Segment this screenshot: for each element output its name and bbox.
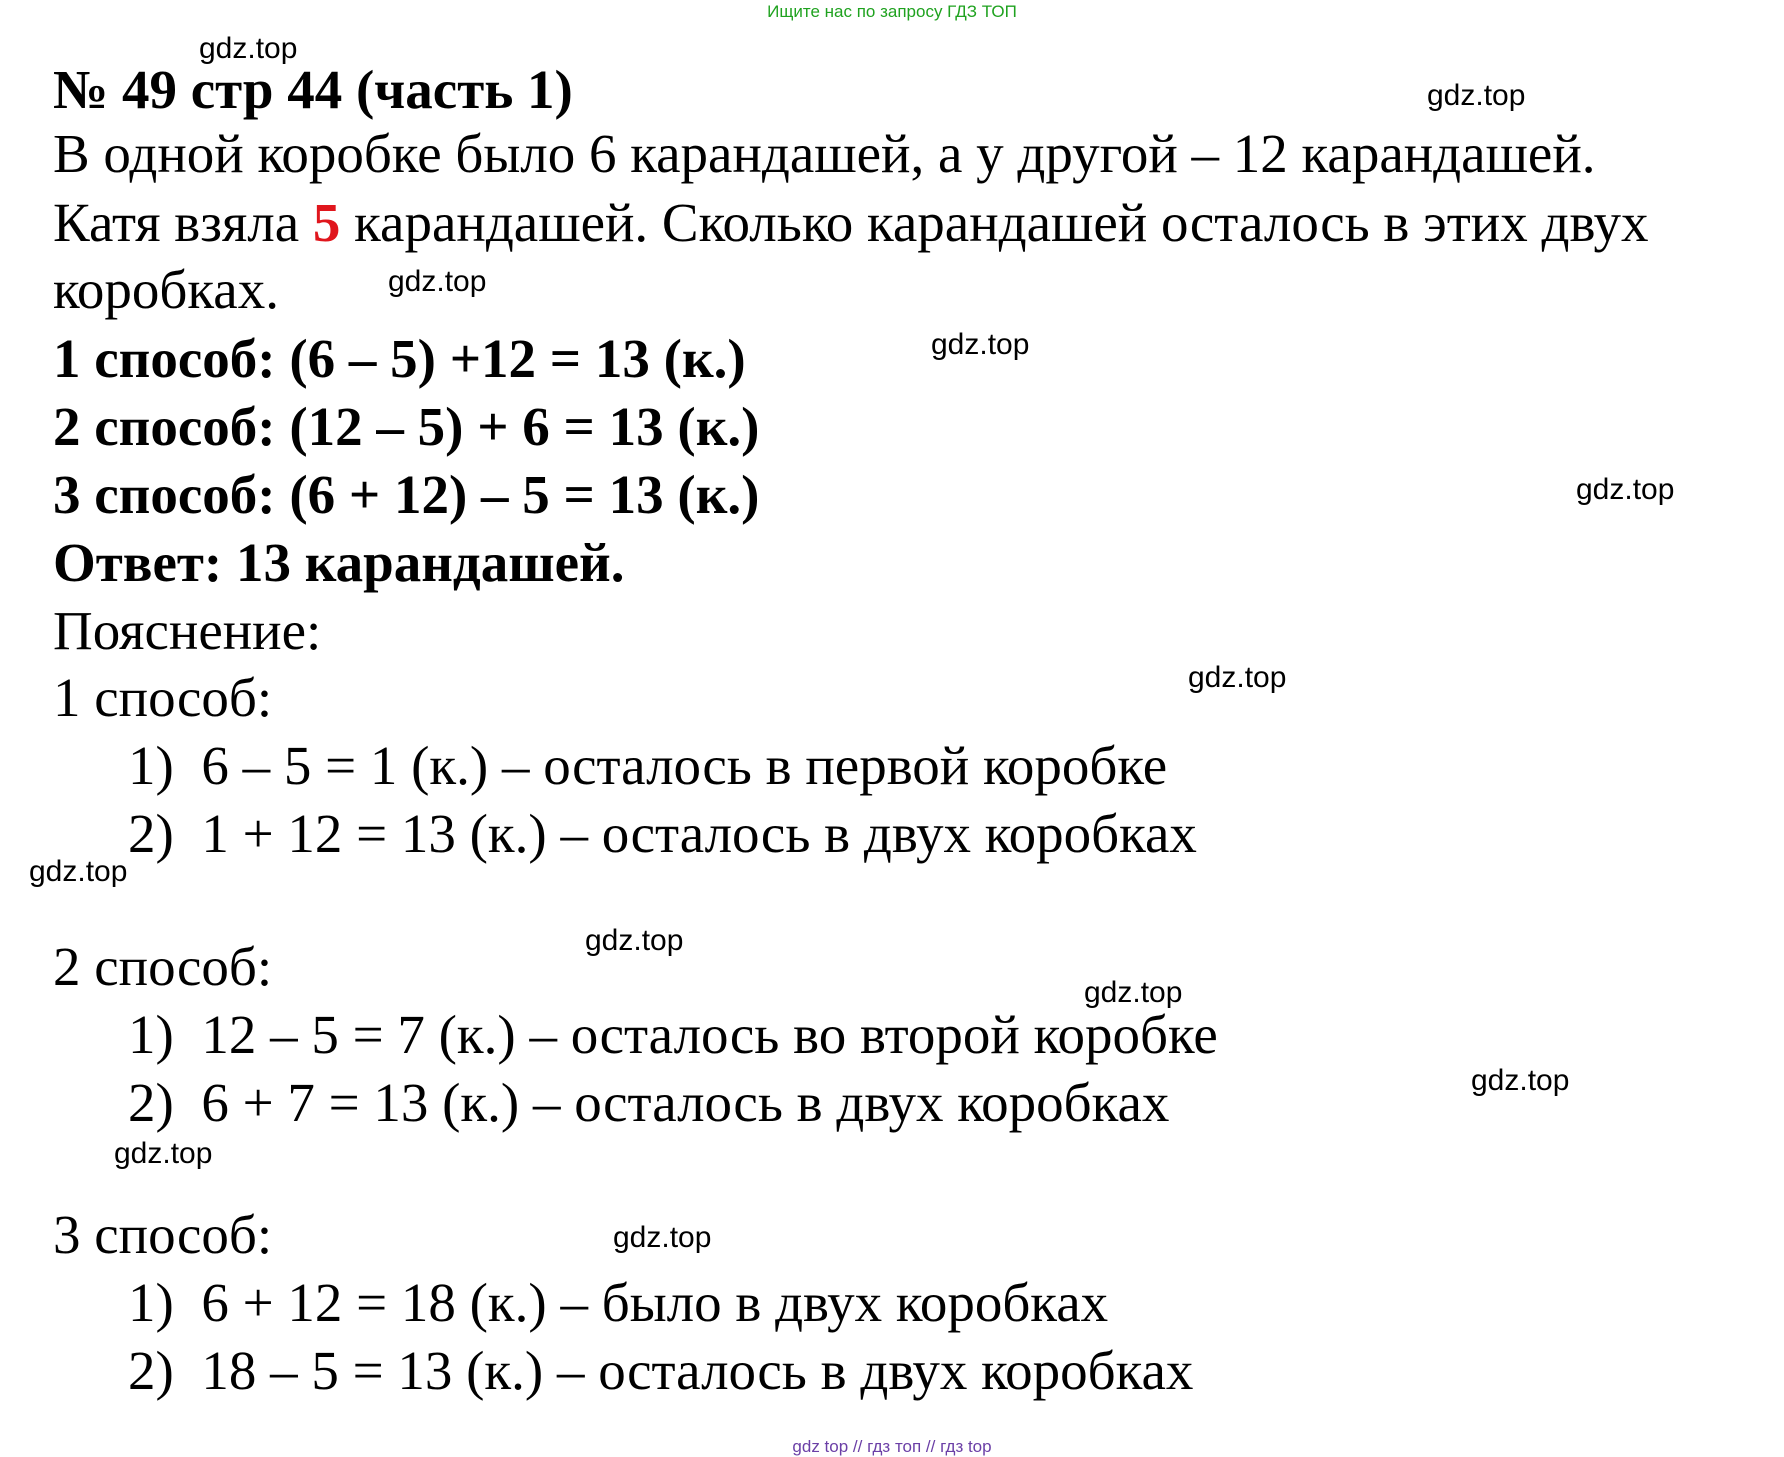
explanation-2-step-2	[128, 1072, 1170, 1133]
footer-watermark: gdz top // гдз топ // гдз top	[792, 1437, 992, 1456]
step-number: 1)	[128, 1004, 174, 1065]
step-text: 1 + 12 = 13 (к.) – осталось в двух коробках	[201, 803, 1197, 864]
watermark: gdz.top	[388, 265, 487, 298]
watermark: gdz.top	[613, 1221, 712, 1254]
explanation-3-heading: 3 способ:	[53, 1204, 273, 1265]
answer: Ответ: 13 карандашей.	[53, 532, 625, 593]
watermark: gdz.top	[1188, 661, 1287, 694]
watermark: gdz.top	[29, 855, 128, 888]
highlighted-number: 5	[312, 192, 341, 253]
step-text: 12 – 5 = 7 (к.) – осталось во второй коробке	[201, 1004, 1218, 1065]
problem-line-1: В одной коробке было 6 карандашей, а у другой – 12 карандашей.	[53, 123, 1596, 184]
method-2: 2 способ: (12 – 5) + 6 = 13 (к.)	[53, 396, 760, 457]
watermark: gdz.top	[1427, 79, 1526, 112]
page-title: № 49 стр 44 (часть 1)	[53, 59, 573, 120]
step-number: 2)	[128, 1340, 174, 1401]
explanation-2-step-1	[128, 1004, 1218, 1065]
step-text: 18 – 5 = 13 (к.) – осталось в двух коробках	[201, 1340, 1194, 1401]
explanation-1-heading: 1 способ:	[53, 667, 273, 728]
watermark: gdz.top	[114, 1137, 213, 1170]
step-number: 2)	[128, 803, 174, 864]
explanation-1-step-2	[128, 803, 1197, 864]
method-3: 3 способ: (6 + 12) – 5 = 13 (к.)	[53, 464, 760, 525]
explanation-heading: Пояснение:	[53, 600, 322, 661]
problem-line-2	[53, 192, 1649, 253]
method-1: 1 способ: (6 – 5) +12 = 13 (к.)	[53, 328, 746, 389]
watermark: gdz.top	[931, 328, 1030, 361]
watermark: gdz.top	[1084, 976, 1183, 1009]
watermark: gdz.top	[585, 924, 684, 957]
step-number: 1)	[128, 735, 174, 796]
explanation-2-heading: 2 способ:	[53, 936, 273, 997]
top-banner: Ищите нас по запросу ГДЗ ТОП	[767, 2, 1017, 21]
explanation-3-step-2	[128, 1340, 1194, 1401]
watermark: gdz.top	[199, 32, 298, 65]
problem-line-2-end: карандашей. Сколько карандашей осталось в этих двух	[340, 192, 1649, 253]
step-text: 6 + 12 = 18 (к.) – было в двух коробках	[201, 1272, 1109, 1333]
problem-line-3: коробках.	[53, 259, 279, 320]
step-text: 6 – 5 = 1 (к.) – осталось в первой коробке	[201, 735, 1168, 796]
explanation-3-step-1	[128, 1272, 1109, 1333]
step-text: 6 + 7 = 13 (к.) – осталось в двух коробках	[201, 1072, 1170, 1133]
problem-line-2-start: Катя взяла	[53, 192, 313, 253]
step-number: 2)	[128, 1072, 174, 1133]
watermark: gdz.top	[1576, 473, 1675, 506]
explanation-1-step-1	[128, 735, 1168, 796]
watermark: gdz.top	[1471, 1064, 1570, 1097]
step-number: 1)	[128, 1272, 174, 1333]
